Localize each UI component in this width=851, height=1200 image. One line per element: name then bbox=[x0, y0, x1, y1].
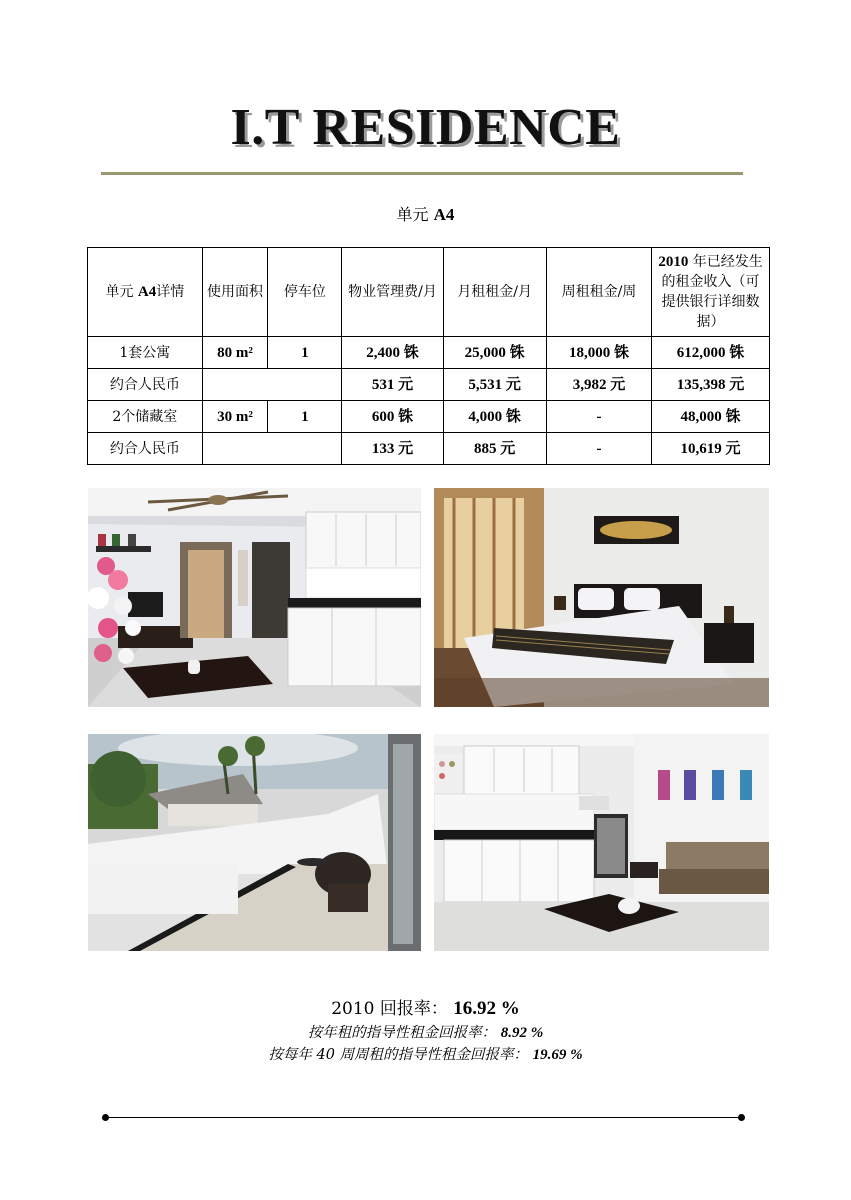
return-rate-annual-value: 8.92 % bbox=[500, 1025, 544, 1041]
table-row bbox=[88, 369, 770, 401]
table-header-row bbox=[88, 248, 770, 337]
unit-heading-prefix: 单元 bbox=[396, 205, 429, 224]
return-rate-weekly bbox=[0, 1044, 851, 1066]
cell-area: 80 m² bbox=[202, 337, 268, 369]
cell-management-fee: 133 元 bbox=[342, 433, 443, 465]
cell-management-fee: 2,400 铢 bbox=[342, 337, 443, 369]
cell-parking: 1 bbox=[268, 337, 342, 369]
header-monthly-rent: 月租租金/月 bbox=[443, 248, 546, 337]
header-management-fee: 物业管理费/月 bbox=[342, 248, 443, 337]
bedroom-photo bbox=[434, 488, 769, 707]
title-divider bbox=[101, 172, 743, 175]
unit-heading-code: A4 bbox=[433, 205, 455, 224]
cell-weekly-rent: - bbox=[546, 433, 651, 465]
cell-management-fee: 531 元 bbox=[342, 369, 443, 401]
return-rate-annual-label: 按年租的指导性租金回报率： bbox=[307, 1025, 497, 1041]
table-row bbox=[88, 401, 770, 433]
cell-monthly-rent: 25,000 铢 bbox=[443, 337, 546, 369]
cell-monthly-rent: 4,000 铢 bbox=[443, 401, 546, 433]
footer-divider bbox=[105, 1117, 741, 1118]
cell-management-fee: 600 铢 bbox=[342, 401, 443, 433]
cell-income: 612,000 铢 bbox=[652, 337, 770, 369]
return-rate-2010 bbox=[0, 996, 851, 1022]
cell-name: 2个储藏室 bbox=[88, 401, 203, 433]
return-rate-2010-value: 16.92 % bbox=[453, 998, 520, 1019]
cell-income: 48,000 铢 bbox=[652, 401, 770, 433]
cell-area: 30 m² bbox=[202, 401, 268, 433]
unit-heading bbox=[0, 202, 851, 225]
kitchen-lounge-photo bbox=[434, 734, 769, 951]
cell-weekly-rent: - bbox=[546, 401, 651, 433]
cell-income: 10,619 元 bbox=[652, 433, 770, 465]
living-room-kitchen-photo bbox=[88, 488, 421, 707]
cell-area-parking-empty bbox=[202, 433, 342, 465]
cell-name: 1套公寓 bbox=[88, 337, 203, 369]
cell-monthly-rent: 5,531 元 bbox=[443, 369, 546, 401]
balcony-photo bbox=[88, 734, 421, 951]
header-unit-details: 单元 A4详情 bbox=[88, 248, 203, 337]
header-area: 使用面积 bbox=[202, 248, 268, 337]
header-rental-income-2010: 2010 年已经发生的租金收入（可提供银行详细数据） bbox=[652, 248, 770, 337]
page-title: I.T RESIDENCE bbox=[230, 99, 621, 156]
cell-parking: 1 bbox=[268, 401, 342, 433]
rental-table bbox=[87, 247, 770, 465]
table-row bbox=[88, 337, 770, 369]
return-rate-weekly-value: 19.69 % bbox=[532, 1047, 583, 1063]
cell-weekly-rent: 3,982 元 bbox=[546, 369, 651, 401]
cell-name: 约合人民币 bbox=[88, 433, 203, 465]
return-rate-annual bbox=[0, 1022, 851, 1044]
return-rate-2010-label: 2010 回报率： bbox=[331, 999, 448, 1019]
header-parking: 停车位 bbox=[268, 248, 342, 337]
header-weekly-rent: 周租租金/周 bbox=[546, 248, 651, 337]
return-rates bbox=[0, 996, 851, 1066]
return-rate-weekly-label: 按每年 40 周周租的指导性租金回报率： bbox=[268, 1047, 529, 1063]
footer-divider-left-dot bbox=[102, 1114, 109, 1121]
footer-divider-right-dot bbox=[738, 1114, 745, 1121]
cell-area-parking-empty bbox=[202, 369, 342, 401]
cell-monthly-rent: 885 元 bbox=[443, 433, 546, 465]
cell-weekly-rent: 18,000 铢 bbox=[546, 337, 651, 369]
cell-name: 约合人民币 bbox=[88, 369, 203, 401]
table-row bbox=[88, 433, 770, 465]
cell-income: 135,398 元 bbox=[652, 369, 770, 401]
